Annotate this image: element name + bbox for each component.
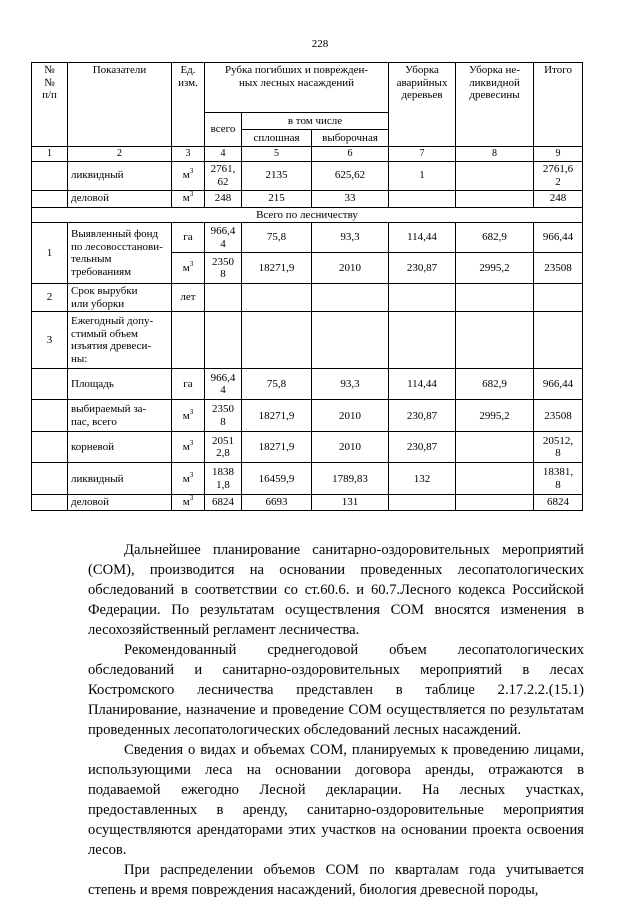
table-row: [32, 223, 583, 253]
indicator-cell: выбираемый за- пас, всего: [68, 400, 172, 432]
column-number: 8: [456, 147, 534, 162]
emergency-cell: 114,44: [389, 223, 456, 253]
unit-cell: $м^3$: [172, 161, 205, 190]
selective-felling-cell: 131: [312, 495, 389, 511]
nonliquid-cell: 2995,2: [456, 253, 534, 284]
emergency-cell: 114,44: [389, 369, 456, 400]
itogo-cell: 6824: [534, 495, 583, 511]
header-indicator: Показатели: [68, 63, 172, 147]
empty-cell: [456, 284, 534, 312]
header-selective: выборочная: [312, 130, 389, 147]
indicator-cell: корневой: [68, 432, 172, 463]
itogo-cell: 23508: [534, 400, 583, 432]
emergency-cell: 230,87: [389, 400, 456, 432]
empty-cell: [205, 284, 242, 312]
row-number-cell: 3: [32, 312, 68, 369]
row-number-cell: [32, 190, 68, 207]
clear-felling-cell: 75,8: [242, 223, 312, 253]
row-number-cell: 2: [32, 284, 68, 312]
row-number-cell: [32, 161, 68, 190]
itogo-cell: 248: [534, 190, 583, 207]
unit-cell: $м^3$: [172, 190, 205, 207]
indicator-cell: деловой: [68, 190, 172, 207]
unit-superscript: 3: [189, 470, 194, 479]
table-row: [32, 190, 583, 207]
selective-felling-cell: 1789,83: [312, 463, 389, 495]
column-number: 9: [534, 147, 583, 162]
empty-cell: [242, 284, 312, 312]
row-number-cell: [32, 432, 68, 463]
nonliquid-cell: [456, 190, 534, 207]
unit-superscript: 3: [189, 190, 194, 199]
total-cell: 2051 2,8: [205, 432, 242, 463]
row-number-cell: [32, 495, 68, 511]
unit-superscript: 3: [189, 259, 194, 268]
nonliquid-cell: [456, 463, 534, 495]
empty-cell: [534, 312, 583, 369]
clear-felling-cell: 75,8: [242, 369, 312, 400]
column-number: 5: [242, 147, 312, 162]
table-row: [32, 400, 583, 432]
empty-cell: [172, 312, 205, 369]
table-body: [32, 63, 583, 511]
nonliquid-cell: 2995,2: [456, 400, 534, 432]
table-row: [32, 161, 583, 190]
row-number-cell: [32, 463, 68, 495]
selective-felling-cell: 33: [312, 190, 389, 207]
header-itogo: Итого: [534, 63, 583, 147]
empty-cell: [205, 312, 242, 369]
unit-cell: лет: [172, 284, 205, 312]
nonliquid-cell: [456, 161, 534, 190]
unit-cell: $м^3$: [172, 253, 205, 284]
empty-cell: [534, 284, 583, 312]
indicator-cell: Ежегодный допу- стимый объем изъятия древеси- ны:: [68, 312, 172, 369]
table-row: [32, 463, 583, 495]
column-number: 2: [68, 147, 172, 162]
itogo-cell: 966,44: [534, 223, 583, 253]
row-number-cell: 1: [32, 223, 68, 284]
total-cell: 1838 1,8: [205, 463, 242, 495]
selective-felling-cell: 2010: [312, 432, 389, 463]
header-unit: Ед. изм.: [172, 63, 205, 147]
clear-felling-cell: 18271,9: [242, 432, 312, 463]
table-row: [32, 495, 583, 511]
itogo-cell: 23508: [534, 253, 583, 284]
clear-felling-cell: 18271,9: [242, 253, 312, 284]
indicator-cell: ликвидный: [68, 463, 172, 495]
unit-superscript: 3: [189, 494, 194, 503]
header-clear: сплошная: [242, 130, 312, 147]
total-cell: 248: [205, 190, 242, 207]
total-cell: 966,4 4: [205, 369, 242, 400]
selective-felling-cell: 93,3: [312, 223, 389, 253]
total-cell: 2350 8: [205, 253, 242, 284]
page-number: 228: [311, 38, 329, 50]
empty-cell: [312, 284, 389, 312]
itogo-cell: 18381, 8: [534, 463, 583, 495]
itogo-cell: 2761,6 2: [534, 161, 583, 190]
unit-superscript: 3: [189, 407, 194, 416]
paragraph: Рекомендованный среднегодовой объем лесопатологических обследований и санитарно-оздоровительных мероприятий в лесах Костромского лесничества представлен в таблице 2.17.2.2.(15.1) Планирование, назначение и проведение СОМ осуществляется по результатам проведенных лесопатологических обследований лесных насаждений.: [88, 642, 584, 738]
paragraph: Дальнейшее планирование санитарно-оздоровительных мероприятий (СОМ), производится на основании проведенных лесопатологических обследований в соответствии со ст.60.6. и 60.7.Лесного кодекса Российской Федерации. По результатам осуществления СОМ вносятся изменения в лесохозяйственный регламент лесничества.: [88, 542, 584, 638]
paragraph: Сведения о видах и объемах СОМ, планируемых к проведению лицами, использующими леса на основании договора аренды, отражаются в подаваемой ежегодно Лесной декларации. На лесных участках, предоставленных в аренду, санитарно-оздоровительные мероприятия осуществляются арендаторами этих участков на основании проекта освоения лесов.: [88, 742, 584, 858]
table-row: [32, 312, 583, 369]
indicator-cell: деловой: [68, 495, 172, 511]
indicator-cell: Площадь: [68, 369, 172, 400]
header-incl: в том числе: [242, 113, 389, 130]
empty-cell: [389, 284, 456, 312]
header-no: № № п/п: [32, 63, 68, 147]
itogo-cell: 20512, 8: [534, 432, 583, 463]
unit-cell: $м^3$: [172, 400, 205, 432]
unit-superscript: 3: [189, 439, 194, 448]
emergency-cell: [389, 495, 456, 511]
row-number-cell: [32, 369, 68, 400]
clear-felling-cell: 6693: [242, 495, 312, 511]
selective-felling-cell: 2010: [312, 400, 389, 432]
indicator-cell: Выявленный фонд по лесовосстанови- тельным требованиям: [68, 223, 172, 284]
unit-cell: га: [172, 223, 205, 253]
section-row: [32, 207, 583, 223]
unit-superscript: 3: [189, 167, 194, 176]
paragraph: При распределении объемов СОМ по кварталам года учитывается степень и время повреждения насаждений, биология древесной породы,: [88, 862, 584, 898]
indicator-cell: Срок вырубки или уборки: [68, 284, 172, 312]
column-numbers-row: [32, 147, 583, 162]
nonliquid-cell: [456, 495, 534, 511]
table-row: [32, 432, 583, 463]
selective-felling-cell: 2010: [312, 253, 389, 284]
selective-felling-cell: 93,3: [312, 369, 389, 400]
clear-felling-cell: 2135: [242, 161, 312, 190]
total-cell: 6824: [205, 495, 242, 511]
nonliquid-cell: 682,9: [456, 369, 534, 400]
total-cell: 2350 8: [205, 400, 242, 432]
itogo-cell: 966,44: [534, 369, 583, 400]
total-cell: 966,4 4: [205, 223, 242, 253]
emergency-cell: 230,87: [389, 253, 456, 284]
column-number: 7: [389, 147, 456, 162]
header-nonliquid: Уборка не- ликвидной древесины: [456, 63, 534, 147]
empty-cell: [389, 312, 456, 369]
body-text: [88, 540, 584, 900]
nonliquid-cell: [456, 432, 534, 463]
clear-felling-cell: 16459,9: [242, 463, 312, 495]
total-cell: 2761, 62: [205, 161, 242, 190]
table-row: [32, 369, 583, 400]
forest-table: [31, 62, 583, 511]
header-emergency: Уборка аварийных деревьев: [389, 63, 456, 147]
unit-cell: $м^3$: [172, 463, 205, 495]
clear-felling-cell: 18271,9: [242, 400, 312, 432]
column-number: 1: [32, 147, 68, 162]
emergency-cell: 1: [389, 161, 456, 190]
header-total-sub: всего: [205, 113, 242, 147]
clear-felling-cell: 215: [242, 190, 312, 207]
nonliquid-cell: 682,9: [456, 223, 534, 253]
emergency-cell: [389, 190, 456, 207]
unit-cell: $м^3$: [172, 495, 205, 511]
empty-cell: [456, 312, 534, 369]
row-number-cell: [32, 400, 68, 432]
empty-cell: [242, 312, 312, 369]
unit-cell: га: [172, 369, 205, 400]
column-number: 3: [172, 147, 205, 162]
table-row: [32, 284, 583, 312]
emergency-cell: 132: [389, 463, 456, 495]
empty-cell: [312, 312, 389, 369]
indicator-cell: ликвидный: [68, 161, 172, 190]
unit-cell: $м^3$: [172, 432, 205, 463]
column-number: 4: [205, 147, 242, 162]
header-felling: Рубка погибших и поврежден- ных лесных насаждений: [205, 63, 389, 113]
column-number: 6: [312, 147, 389, 162]
selective-felling-cell: 625,62: [312, 161, 389, 190]
emergency-cell: 230,87: [389, 432, 456, 463]
section-title: Всего по лесничеству: [32, 207, 583, 223]
